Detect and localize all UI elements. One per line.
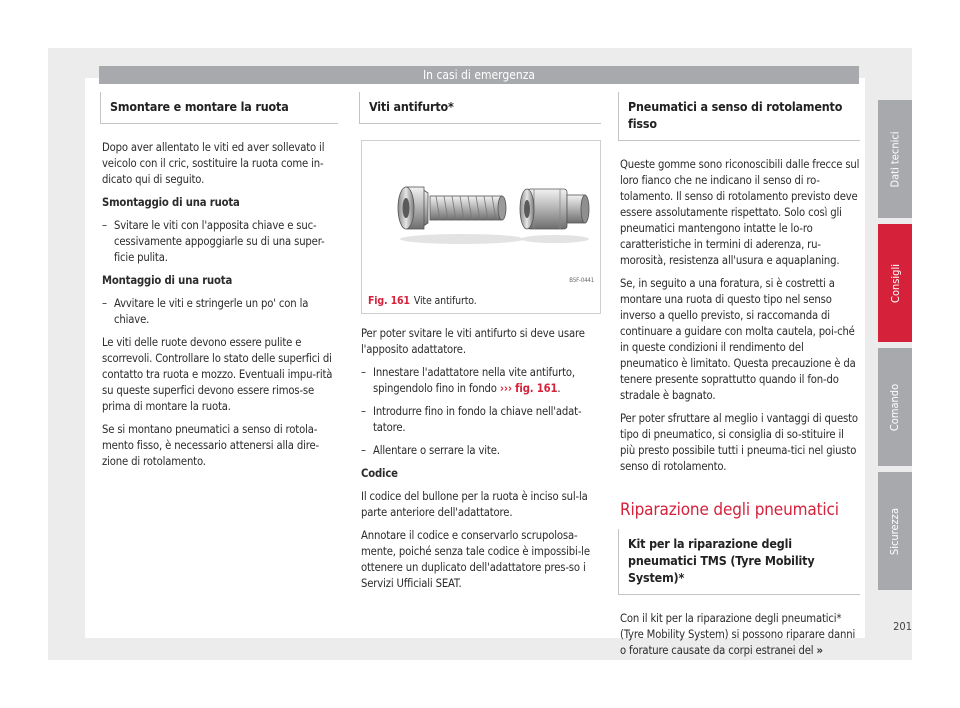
removal-step-text: Svitare le viti con l'apposita chiave e suc-cessivamente appoggiarle su di una super-ficie pulita. xyxy=(114,219,325,264)
paragraph-rotation: Se si montano pneumatici a senso di rotola-mento fisso, è necessario attenersi alla dire-zione di rotolamento. xyxy=(102,423,320,468)
tab-label: Comando xyxy=(888,383,902,431)
tms-paragraph-text: Con il kit per la riparazione degli pneumatici* (Tyre Mobility System) si possono riparare danni o forature causate da corpi estranei del xyxy=(620,612,856,657)
sidebar-tab-consigli[interactable] xyxy=(878,224,912,342)
figure-number: Fig. 161 xyxy=(368,295,410,307)
sidebar-tab-comando[interactable] xyxy=(878,348,912,466)
directional-paragraph-2: Se, in seguito a una foratura, si è costretti a montare una ruota di questo tipo nel senso inverso a quello previsto, si raccomanda di continuare a guidare con molta cautela, poi-ché in queste condizioni il rendimento del pneumatico è limitato. Questa precauzione è da tenere presente soprattutto quando il fon-do stradale è bagnato. xyxy=(620,277,856,402)
tms-paragraph xyxy=(620,611,860,659)
continue-arrow-icon: » xyxy=(816,644,823,657)
column-right xyxy=(620,92,860,666)
mounting-step xyxy=(102,296,338,328)
directional-paragraph-3: Per poter sfruttare al meglio i vantaggi di questo tipo di pneumatico, si consiglia di so-stituire il più presto possibile tutti i pneuma-tici nel giusto senso di rotolamento. xyxy=(620,412,858,473)
dash-bullet: – xyxy=(102,297,107,310)
dash-bullet: – xyxy=(361,366,366,379)
tab-label: Consigli xyxy=(888,263,902,303)
paragraph-clean-bolts: Le viti delle ruote devono essere pulite e scorrevoli. Controllare lo stato delle superfici di contatto tra ruota e mozzo. Eventuali impu-rità su queste superfici devono essere rimos-se prima di montare la ruota. xyxy=(102,336,333,413)
dash-bullet: – xyxy=(102,219,107,232)
figure-caption xyxy=(368,293,477,309)
removal-step xyxy=(102,218,338,266)
sidebar-tab-sicurezza[interactable] xyxy=(878,472,912,590)
antitheft-step-1-text: Innestare l'adattatore nella vite antifurto, spingendolo fino in fondo xyxy=(373,366,575,395)
figure-code: B5F-0441 xyxy=(569,277,594,284)
code-paragraph-1: Il codice del bullone per la ruota è inciso sul-la parte anteriore dell'adattatore. xyxy=(361,490,588,519)
section-heading-wheel: Smontare e montare la ruota xyxy=(100,92,338,124)
antitheft-step-2 xyxy=(361,404,601,436)
antitheft-step-3 xyxy=(361,443,601,459)
sidebar-tab-dati-tecnici[interactable] xyxy=(878,100,912,218)
intro-paragraph: Dopo aver allentato le viti ed aver sollevato il veicolo con il cric, sostituire la ruota come in-dicato qui di seguito. xyxy=(102,141,325,186)
subheading-code: Codice xyxy=(361,467,398,480)
tab-label: Dati tecnici xyxy=(888,130,902,188)
antitheft-intro: Per poter svitare le viti antifurto si deve usare l'apposito adattatore. xyxy=(361,327,585,356)
directional-paragraph-1: Queste gomme sono riconoscibili dalle frecce sul loro fianco che ne indicano il senso di ro-tolamento. Il senso di rotolamento previsto deve essere assolutamente rispettato. Solo così gli pneumatici mantengono intatte le lo-ro caratteristiche in termini di aderenza, ru-morosità, resistenza all'usura e aquaplaning. xyxy=(620,158,860,267)
code-paragraph-2: Annotare il codice e conservarlo scrupolosa-mente, poiché senza tale codice è impossibi-le ottenere un duplicato dell'adattatore pres-so i Servizi Ufficiali SEAT. xyxy=(361,529,590,590)
dash-bullet: – xyxy=(361,405,366,418)
tab-label: Sicurezza xyxy=(888,507,902,555)
dash-bullet: – xyxy=(361,444,366,457)
subheading-mounting: Montaggio di una ruota xyxy=(102,274,233,287)
chapter-header: In casi di emergenza xyxy=(99,66,859,84)
chapter-heading-tyre-repair: Riparazione degli pneumatici xyxy=(620,500,839,520)
antitheft-step-3-text: Allentare o serrare la vite. xyxy=(373,444,500,457)
antitheft-bolt-illustration xyxy=(362,141,600,291)
antitheft-step-2-text: Introdurre fino in fondo la chiave nell'adat-tatore. xyxy=(373,405,582,434)
subheading-removal: Smontaggio di una ruota xyxy=(102,196,240,209)
figure-reference-link[interactable]: ››› fig. 161 xyxy=(499,382,558,395)
mounting-step-text: Avvitare le viti e stringerle un po' con la chiave. xyxy=(114,297,309,326)
page-number: 201 xyxy=(893,620,912,633)
section-heading-antitheft: Viti antifurto* xyxy=(359,92,601,124)
column-middle xyxy=(361,92,601,599)
section-heading-directional-tyres: Pneumatici a senso di rotolamento fisso xyxy=(618,92,860,141)
figure-caption-text: Vite antifurto. xyxy=(413,295,477,307)
section-heading-tms-kit: Kit per la riparazione degli pneumatici TMS (Tyre Mobility System)* xyxy=(618,529,860,595)
antitheft-step-1: – Innestare l'adattatore nella vite antifurto, spingendolo fino in fondo ››› fig. 161. xyxy=(361,366,575,395)
figure-antitheft-bolt xyxy=(361,140,601,314)
column-left xyxy=(102,92,338,477)
